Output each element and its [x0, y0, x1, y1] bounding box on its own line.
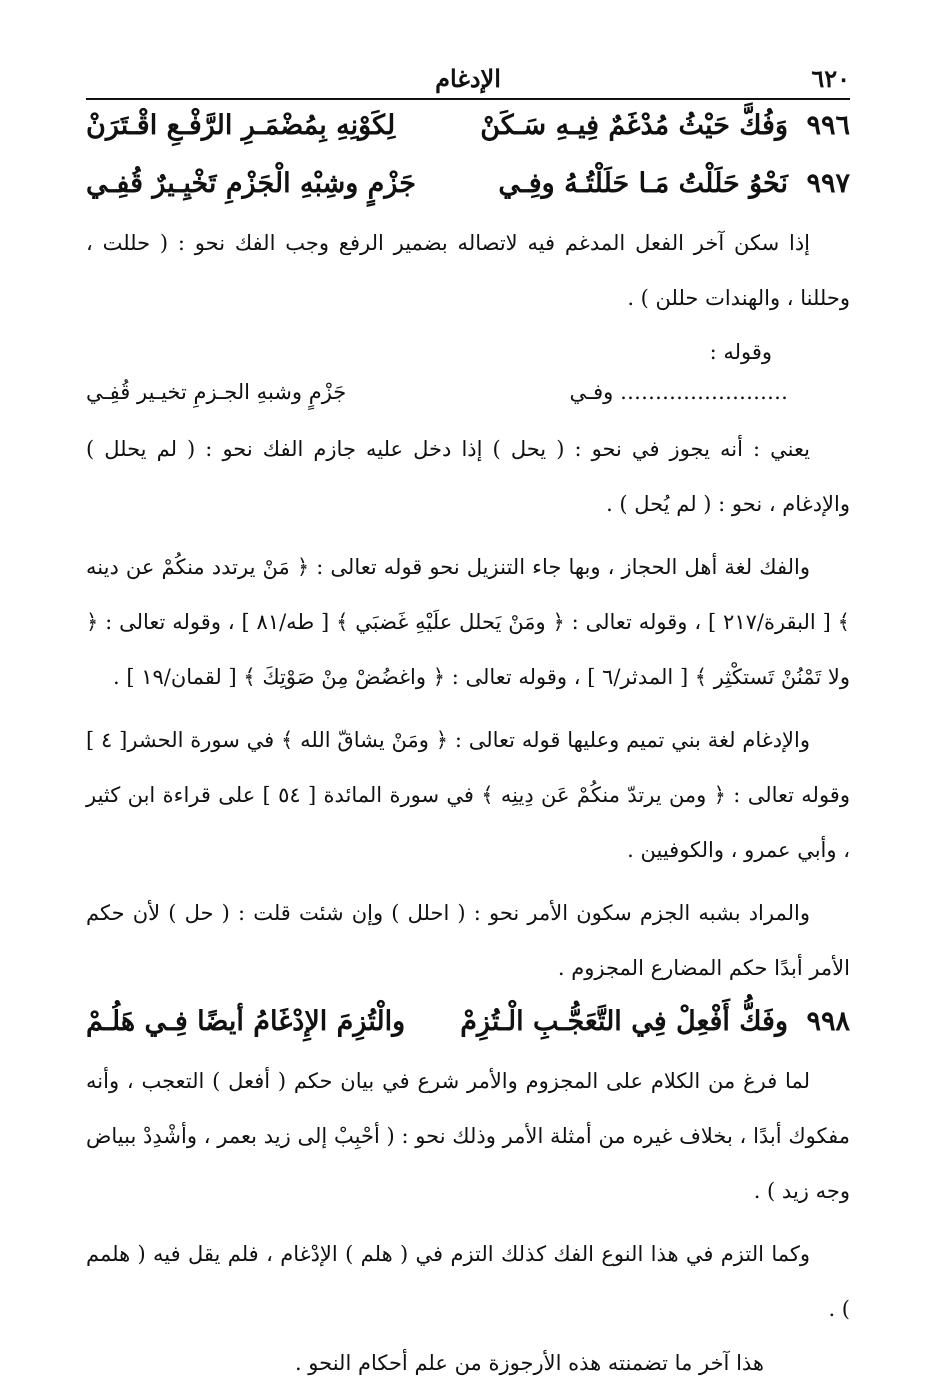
verse-hemistich-second: جَزْمٍ وشِبْهِ الْجَزْمِ تَخْيِـيرٌ قُفِـي: [86, 168, 416, 199]
quoted-hemistich-first: …………………… وفـي: [569, 380, 788, 404]
closing-line: هذا آخر ما تضمنته هذه الأرجوزة من علم أحكام النحو .: [294, 1351, 764, 1375]
commentary-paragraph: لما فرغ من الكلام على المجزوم والأمر شرع في بيان حكم ( أفعل ) التعجب ، وأنه مفكوك أبدًا ، بخلاف غيره من أمثلة الأمر وذلك نحو : ( أحْبِبْ إلى زيد بعمر ، وأشْدِدْ ببياض وجه زيد ) .: [86, 1069, 850, 1203]
verse-hemistich-first: نَحْوُ حَلَلْتُ مَـا حَلَلْتُـهُ وفِـي: [498, 168, 788, 199]
page-header: [86, 58, 850, 100]
page-number: ٦٢٠: [811, 64, 850, 93]
verse-hemistich-first: وَفُكَّ حَيْثُ مُدْغَمٌ فِيـهِ سَـكَنْ: [480, 110, 788, 141]
verse-line: [86, 996, 850, 1054]
verse-hemistich-second: لِكَوْنِهِ بِمُضْمَـرِ الرَّفْـعِ اقْـتَرَنْ: [86, 110, 396, 141]
verse-line: [86, 158, 850, 216]
commentary-paragraph: والمراد بشبه الجزم سكون الأمر نحو : ( احلل ) وإن شئت قلت : ( حل ) لأن حكم الأمر أبدًا حكم المضارع المجزوم .: [86, 901, 850, 980]
quoted-hemistich-second: جَزْمٍ وشبهِ الجـزمِ تخيـير قُفِـي: [86, 380, 347, 404]
verse-number: ٩٩٧: [806, 168, 850, 199]
verse-number: ٩٩٦: [806, 110, 850, 141]
quoted-verse: [86, 374, 850, 422]
quote-label: وقوله :: [709, 340, 772, 364]
verse-number: ٩٩٨: [806, 1006, 850, 1037]
running-title: الإدغام: [435, 64, 501, 93]
verse-hemistich-first: وفَكُّ أَفْعِلْ فِي التَّعَجُّـبِ الْـتُزِمْ: [460, 1006, 788, 1037]
commentary-paragraph: والإدغام لغة بني تميم وعليها قوله تعالى : ﴿ ومَنْ يشاقّ الله ﴾ في سورة الحشر[ ٤ ] وقوله تعالى : ﴿ ومن يرتدّ منكُمْ عَن دِينِه ﴾ في سورة المائدة [ ٥٤ ] على قراءة ابن كثير ، وأبي عمرو ، والكوفيين .: [86, 728, 850, 862]
verse-hemistich-second: والْتُزِمَ الإِدْغَامُ أيضًا فِـي هَلُـمْ: [86, 1006, 406, 1037]
commentary-paragraph: والفك لغة أهل الحجاز ، وبها جاء التنزيل نحو قوله تعالى : ﴿ مَنْ يرتدد منكُمْ عن دينه ﴾ [ البقرة/٢١٧ ] ، وقوله تعالى : ﴿ ومَنْ يَحلل علَيْهِ غَضبَي ﴾ [ طه/٨١ ] ، وقوله تعالى : ﴿ ولا تَمْنُنْ تَستكْثِر ﴾ [ المدثر/٦ ] ، وقوله تعالى : ﴿ واغضُضْ مِنْ صَوْتِكَ ﴾ [ لقمان/١٩ ] .: [86, 555, 850, 689]
verse-line: [86, 100, 850, 158]
commentary-paragraph: إذا سكن آخر الفعل المدغم فيه لاتصاله بضمير الرفع وجب الفك نحو : ( حللت ، وحللنا ، والهندات حللن ) .: [86, 231, 850, 310]
commentary-paragraph: يعني : أنه يجوز في نحو : ( يحل ) إذا دخل عليه جازم الفك نحو : ( لم يحلل ) والإدغام ، نحو : ( لم يُحل ) .: [86, 437, 850, 516]
commentary-paragraph: وكما التزم في هذا النوع الفك كذلك التزم في ( هلم ) الإدْغام ، فلم يقل فيه ( هلمم ) .: [86, 1242, 850, 1321]
book-page: [86, 58, 850, 1385]
